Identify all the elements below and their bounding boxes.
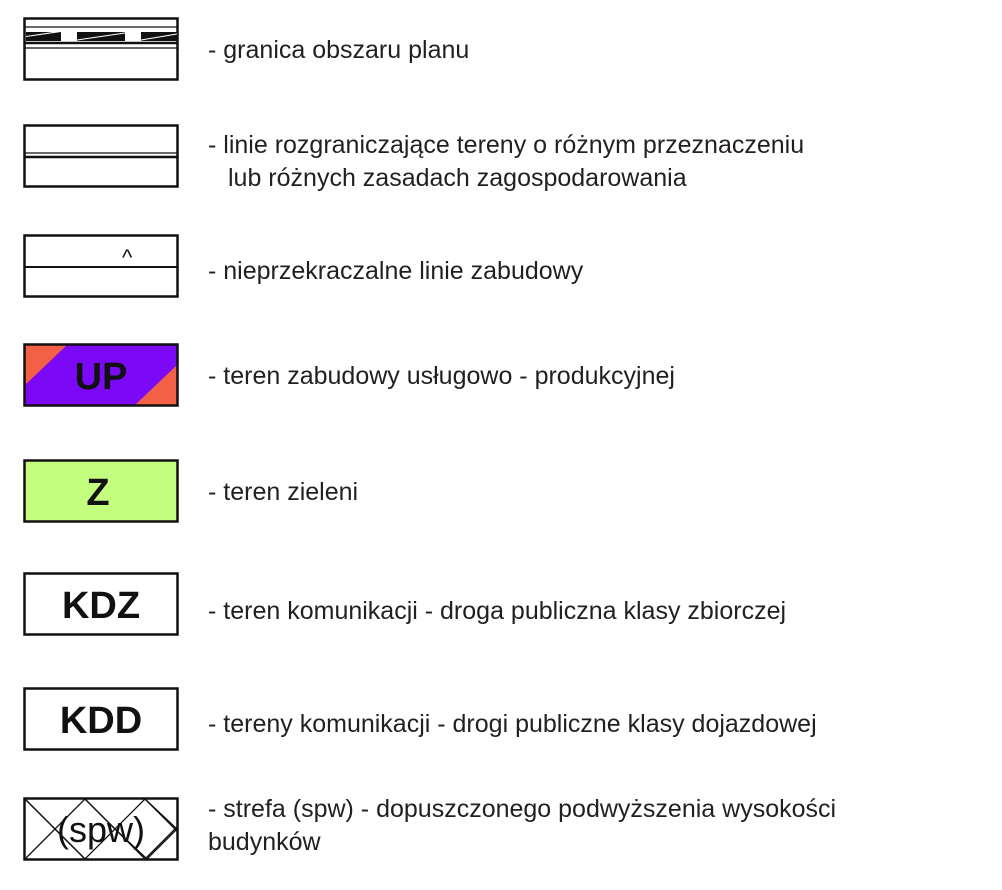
zone-UP-description — [208, 360, 675, 393]
desc-text-line2: budynków — [208, 828, 321, 856]
dividing-lines-swatch — [23, 124, 179, 188]
dividing-lines-symbol — [23, 124, 179, 188]
desc-text: granica obszaru planu — [223, 36, 470, 64]
zone-UP-code: UP — [74, 356, 128, 398]
desc-text: tereny komunikacji - drogi publiczne klasy dojazdowej — [223, 710, 817, 738]
zone-spw-swatch — [23, 797, 179, 861]
zone-KDZ-swatch — [23, 572, 179, 636]
desc-text-line2: lub różnych zasadach zagospodarowania — [228, 164, 687, 192]
plan-boundary-swatch — [23, 17, 179, 81]
building-line-swatch — [23, 234, 179, 298]
zone-spw-symbol — [23, 797, 179, 861]
dividing-lines-description — [208, 129, 804, 195]
zone-Z-code: Z — [86, 472, 110, 514]
plan-boundary-symbol — [23, 17, 179, 81]
building-line-marker: ^ — [122, 245, 133, 270]
desc-prefix: - — [208, 36, 224, 64]
desc-prefix: - — [208, 795, 224, 823]
desc-prefix: - — [208, 257, 224, 285]
zone-KDZ-description — [208, 595, 786, 628]
zone-KDD-symbol — [23, 687, 179, 751]
zone-spw-description — [208, 793, 836, 859]
zone-UP-swatch — [23, 343, 179, 407]
zone-Z-swatch — [23, 459, 179, 523]
zone-KDZ-code: KDZ — [61, 585, 141, 627]
desc-text: teren zabudowy usługowo - produkcyjnej — [223, 362, 675, 390]
building-line-description — [208, 255, 583, 288]
zone-spw-code: (spw) — [57, 809, 145, 850]
desc-prefix: - — [208, 131, 224, 159]
zone-KDD-code: KDD — [59, 700, 143, 742]
desc-text: strefa (spw) - dopuszczonego podwyższenia wysokości — [223, 795, 837, 823]
desc-prefix: - — [208, 597, 224, 625]
desc-text: nieprzekraczalne linie zabudowy — [223, 257, 584, 285]
desc-prefix: - — [208, 362, 224, 390]
plan-boundary-description — [208, 34, 469, 67]
desc-text: linie rozgraniczające tereny o różnym przeznaczeniu — [223, 131, 805, 159]
zone-KDD-swatch — [23, 687, 179, 751]
building-line-symbol — [23, 234, 179, 298]
desc-prefix: - — [208, 710, 224, 738]
zone-UP-symbol — [23, 343, 179, 407]
desc-prefix: - — [208, 478, 224, 506]
zone-Z-description — [208, 476, 358, 509]
zone-Z-symbol — [23, 459, 179, 523]
zone-KDD-description — [208, 708, 817, 741]
zone-KDZ-symbol — [23, 572, 179, 636]
desc-text: teren komunikacji - droga publiczna klasy zbiorczej — [223, 597, 787, 625]
desc-text: teren zieleni — [223, 478, 359, 506]
